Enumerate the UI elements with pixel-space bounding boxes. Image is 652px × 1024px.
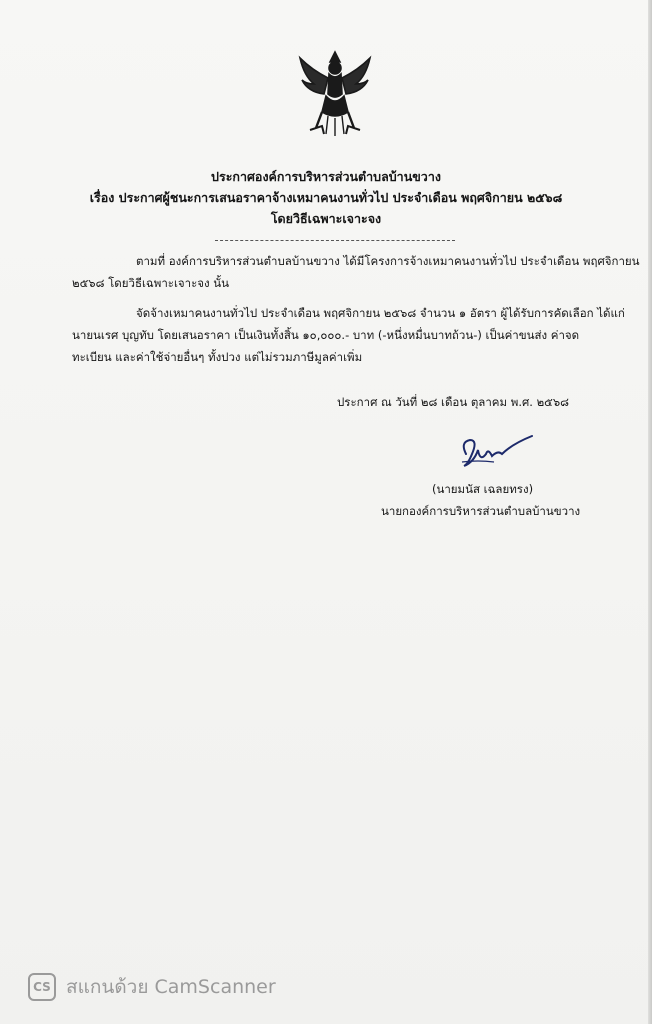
camscanner-logo-icon: CS [28,973,56,1001]
announcement-title: ประกาศองค์การบริหารส่วนตำบลบ้านขวาง [211,169,441,184]
paragraph-1-line-1: ตามที่ องค์การบริหารส่วนตำบลบ้านขวาง ได้มีโครงการจ้างเหมาคนงานทั่วไป ประจำเดือน พฤศจิกายน [136,254,640,268]
signatory-name: (นายมนัส เฉลยทรง) [432,482,534,496]
page-edge-shadow [648,0,652,1024]
paragraph-2-line-2: นายนเรศ บุญทับ โดยเสนอราคา เป็นเงินทั้งสิ้น ๑๐,๐๐๐.- บาท (-หนึ่งหมื่นบาทถ้วน-) เป็นค่าขนส่ง ค่าจด [72,328,580,342]
garuda-emblem-icon [296,50,374,138]
paragraph-2-line-3: ทะเบียน และค่าใช้จ่ายอื่นๆ ทั้งปวง แต่ไม่รวมภาษีมูลค่าเพิ่ม [72,350,363,364]
announcement-subject: เรื่อง ประกาศผู้ชนะการเสนอราคาจ้างเหมาคนงานทั่วไป ประจำเดือน พฤศจิกายน ๒๕๖๘ [89,190,563,205]
signatory-title: นายกองค์การบริหารส่วนตำบลบ้านขวาง [381,504,581,518]
announcement-date: ประกาศ ณ วันที่ ๒๘ เดือน ตุลาคม พ.ศ. ๒๕๖๘ [337,395,570,409]
watermark-text: สแกนด้วย CamScanner [66,976,276,998]
paragraph-1-line-2: ๒๕๖๘ โดยวิธีเฉพาะเจาะจง นั้น [72,276,229,290]
procurement-method: โดยวิธีเฉพาะเจาะจง [270,211,382,226]
header-divider [215,240,455,241]
paragraph-2-line-1: จัดจ้างเหมาคนงานทั่วไป ประจำเดือน พฤศจิกายน ๒๕๖๘ จำนวน ๑ อัตรา ผู้ได้รับการคัดเลือก ได้แก่ [136,306,625,320]
camscanner-watermark [28,973,276,1001]
handwritten-signature-icon [458,432,536,472]
